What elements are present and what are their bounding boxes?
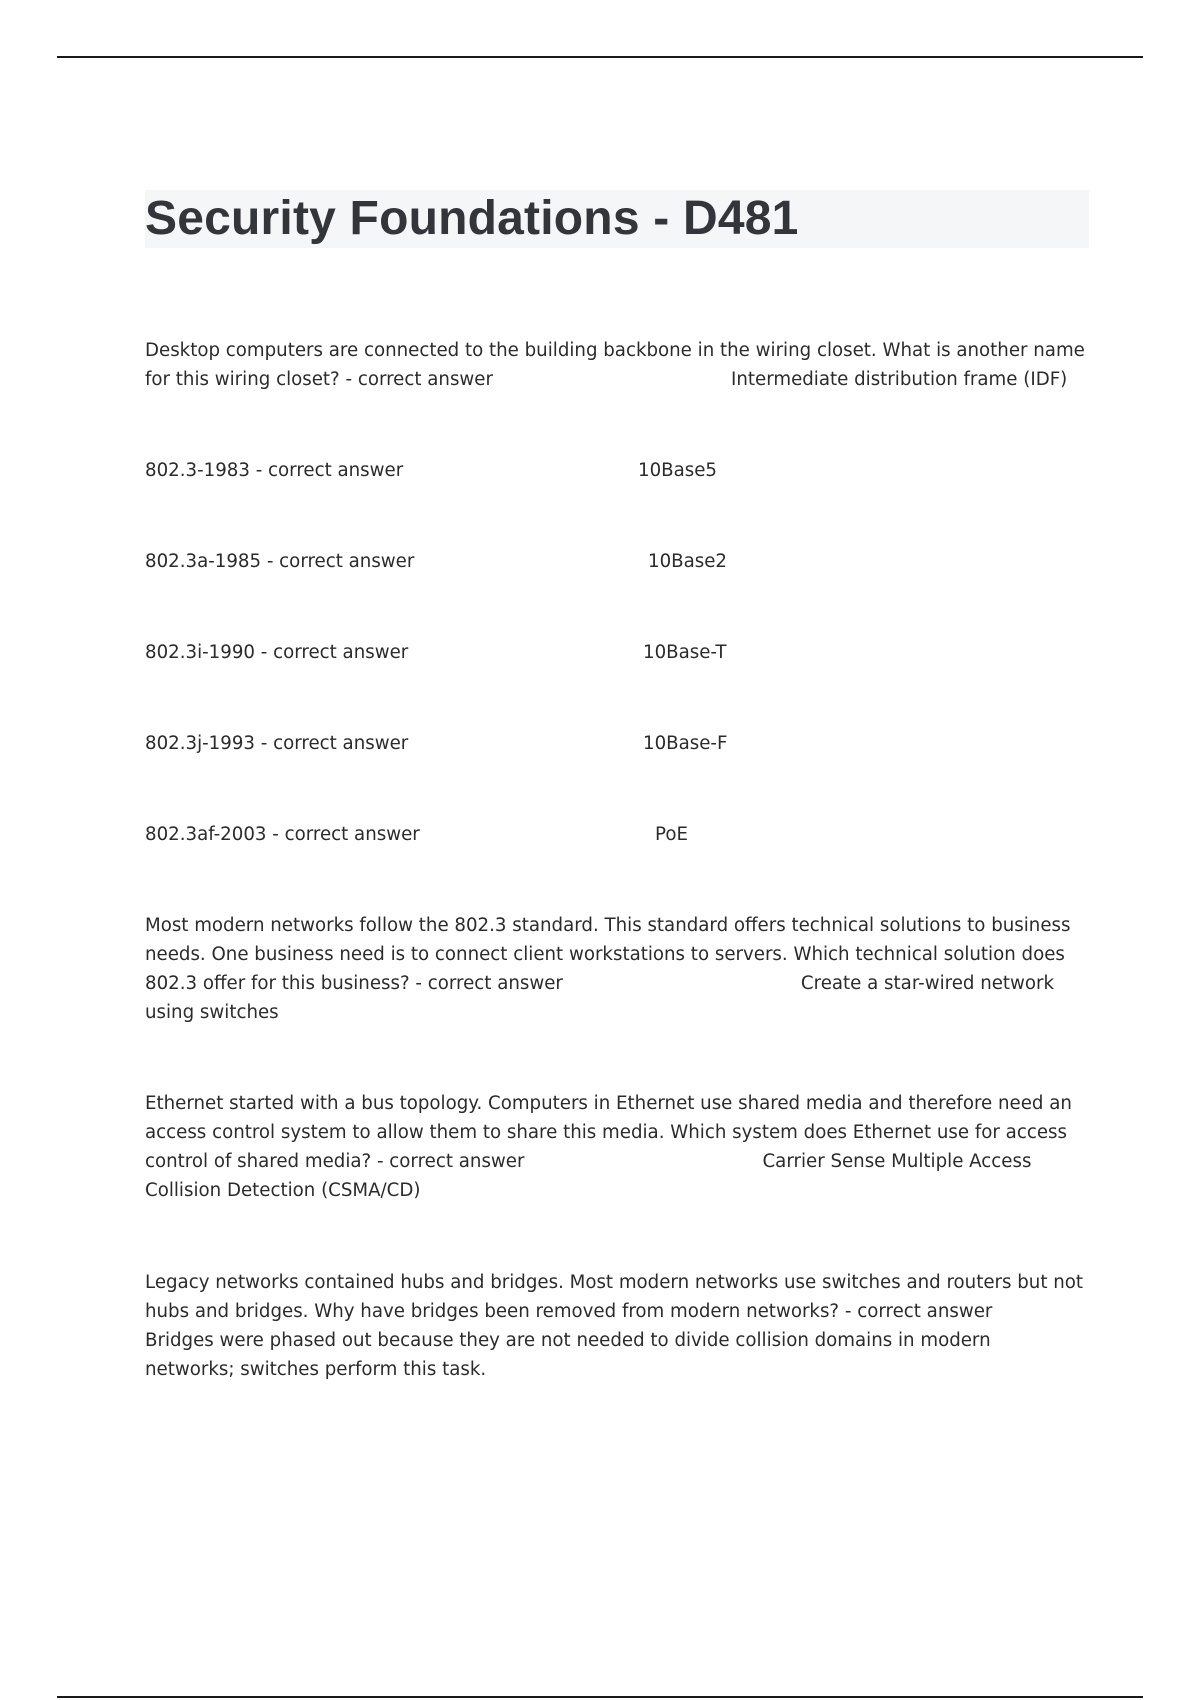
top-rule: [57, 56, 1143, 58]
flashcard: [145, 820, 845, 849]
flashcard-answer: Create a star-wired network using switches: [145, 973, 1055, 1023]
flashcard-question: 802.3j-1993 - correct answer: [145, 733, 409, 754]
flashcard-answer: 10Base5: [638, 460, 718, 481]
flashcard-answer: Carrier Sense Multiple Access Collision Detection (CSMA/CD): [145, 1151, 1032, 1201]
flashcard-answer: Bridges were phased out because they are not needed to divide collision domains in modern networks; switches perform this task.: [145, 1330, 991, 1380]
flashcard-question: 802.3-1983 - correct answer: [145, 460, 404, 481]
flashcard-question: Ethernet started with a bus topology. Computers in Ethernet use shared media and therefore need an access control system to allow them to share this media. Which system does Ethernet use for access control of shared media? - correct answer: [145, 1093, 1072, 1172]
flashcard: [145, 729, 845, 758]
flashcard: [145, 1268, 1085, 1384]
flashcard: [145, 336, 1085, 394]
flashcard-question: 802.3i-1990 - correct answer: [145, 642, 409, 663]
flashcard: [145, 547, 845, 576]
flashcard-answer: PoE: [655, 824, 688, 845]
flashcard-question: Legacy networks contained hubs and bridges. Most modern networks use switches and routers but not hubs and bridges. Why have bridges been removed from modern networks? - correct answer: [145, 1272, 1084, 1322]
page-title: Security Foundations - D481: [145, 192, 799, 245]
flashcard-answer: Intermediate distribution frame (IDF): [730, 369, 1068, 390]
flashcard-answer: 10Base-T: [643, 642, 727, 663]
flashcard-question: 802.3af-2003 - correct answer: [145, 824, 420, 845]
flashcard: [145, 638, 845, 667]
flashcard-question: 802.3a-1985 - correct answer: [145, 551, 415, 572]
flashcard: [145, 456, 845, 485]
flashcard-question: Desktop computers are connected to the building backbone in the wiring closet. What is another name for this wiring closet? - correct answer: [145, 340, 1085, 390]
flashcard: [145, 911, 1085, 1027]
flashcard: [145, 1089, 1085, 1205]
flashcard-answer: 10Base-F: [643, 733, 728, 754]
bottom-rule: [57, 1696, 1143, 1698]
flashcard-question: Most modern networks follow the 802.3 standard. This standard offers technical solutions to business needs. One business need is to connect client workstations to servers. Which technical solution does 802.3 offer for this business? - correct answer: [145, 915, 1071, 994]
flashcard-answer: 10Base2: [648, 551, 728, 572]
